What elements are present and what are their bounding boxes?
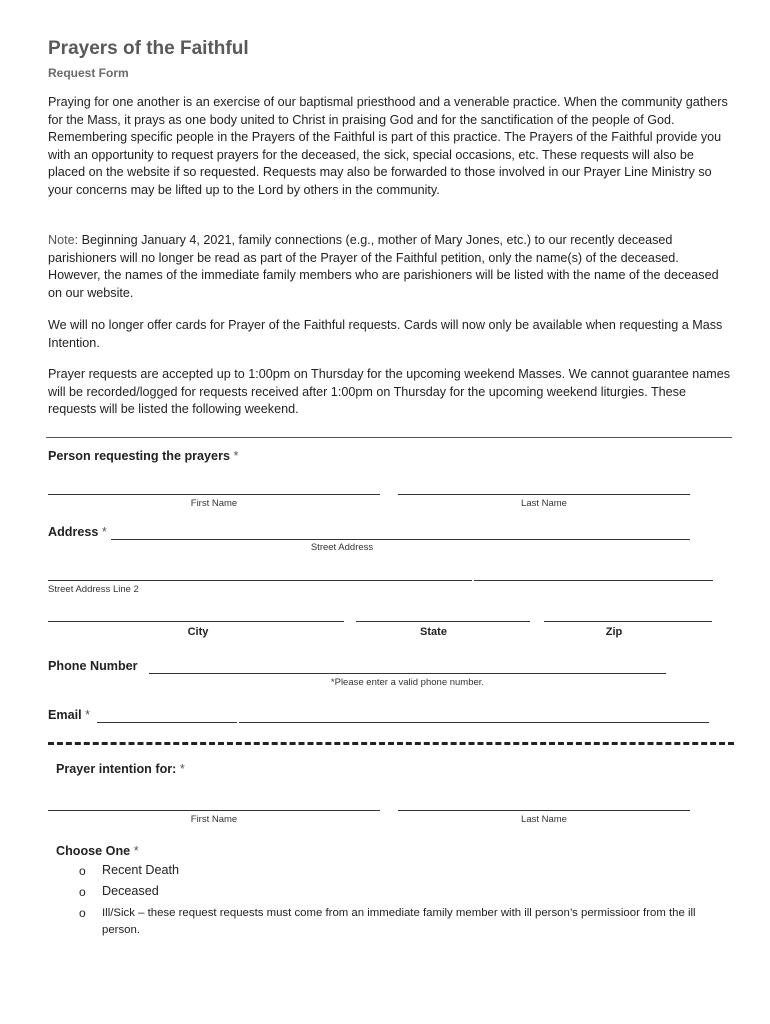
dashed-separator — [48, 742, 734, 745]
city-input[interactable] — [48, 621, 344, 622]
email-input[interactable] — [239, 722, 709, 723]
requester-first-name-caption: First Name — [190, 498, 238, 509]
email-label-text: Email — [48, 708, 82, 722]
option-ill-sick[interactable]: Ill/Sick – these request requests must come from an immediate family member with ill person’s permissioor from the ill person. — [102, 907, 696, 936]
email-input-part1[interactable] — [97, 722, 237, 723]
intention-last-name-input[interactable] — [398, 810, 690, 811]
note-text: Beginning January 4, 2021, family connections (e.g., mother of Mary Jones, etc.) to our recently deceased parishioners will no longer be read as part of the Prayer of the Faithful petition, only the name(s) of the deceased. However, the names of the immediate family members who are parishioners will be listed with the name of the deceased on our website. — [48, 233, 719, 300]
choose-one-label — [56, 844, 139, 858]
street-address-line2-input[interactable] — [48, 580, 472, 581]
page-title: Prayers of the Faithful — [48, 38, 249, 59]
street-address-caption: Street Address — [310, 542, 374, 553]
address-label — [48, 525, 107, 539]
state-input[interactable] — [356, 621, 530, 622]
note-label: Note: — [48, 233, 79, 247]
address-label-text: Address — [48, 525, 99, 539]
page-subtitle: Request Form — [48, 66, 129, 80]
choose-one-label-text: Choose One — [56, 844, 131, 858]
requester-label-text: Person requesting the prayers — [48, 449, 230, 463]
required-marker: * — [233, 449, 239, 463]
requester-last-name-caption: Last Name — [521, 498, 567, 509]
intention-label-text: Prayer intention for: — [56, 762, 177, 776]
city-caption: City — [187, 626, 209, 638]
phone-input[interactable] — [149, 673, 666, 674]
requester-label — [48, 449, 238, 463]
phone-hint: *Please enter a valid phone number. — [330, 677, 485, 688]
required-marker: * — [133, 844, 139, 858]
intention-label — [56, 762, 185, 776]
intention-first-name-caption: First Name — [190, 814, 238, 825]
zip-caption: Zip — [605, 626, 623, 638]
phone-label: Phone Number — [48, 659, 138, 673]
street-address-line2-extra[interactable] — [474, 580, 713, 581]
state-caption: State — [420, 626, 447, 638]
required-marker: * — [101, 525, 107, 539]
intro-paragraph-3: We will no longer offer cards for Prayer of the Faithful requests. Cards will now only be available when requesting a Mass Intention. — [48, 318, 723, 350]
section-divider — [46, 437, 732, 438]
intention-last-name-caption: Last Name — [521, 814, 567, 825]
intention-first-name-input[interactable] — [48, 810, 380, 811]
zip-input[interactable] — [544, 621, 712, 622]
street-address-line2-caption: Street Address Line 2 — [48, 584, 139, 595]
radio-deceased[interactable]: o — [79, 885, 86, 899]
required-marker: * — [179, 762, 185, 776]
requester-last-name-input[interactable] — [398, 494, 690, 495]
street-address-input[interactable] — [111, 539, 690, 540]
intro-paragraph-2 — [48, 232, 732, 302]
requester-first-name-input[interactable] — [48, 494, 380, 495]
option-recent-death[interactable]: Recent Death — [102, 863, 180, 877]
radio-recent-death[interactable]: o — [79, 864, 86, 878]
email-label — [48, 708, 90, 722]
intro-paragraph-1: Praying for one another is an exercise of our baptismal priesthood and a venerable practice. When the community gathers for the Mass, it prays as one body united to Christ in praising God and for the sanctification of the people of God. Remembering specific people in the Prayers of the Faithful is part of this practice. The Prayers of the Faithful provide you with an opportunity to request prayers for the deceased, the sick, special occasions, etc. These requests will also be placed on the website if so requested. Requests may also be forwarded to those involved in our Prayer Line Ministry so your concerns may be lifted up to the Lord by others in the community. — [48, 95, 728, 197]
radio-ill-sick[interactable]: o — [79, 906, 86, 920]
option-deceased[interactable]: Deceased — [102, 884, 159, 898]
required-marker: * — [85, 708, 91, 722]
intro-paragraph-4: Prayer requests are accepted up to 1:00pm on Thursday for the upcoming weekend Masses. We cannot guarantee names will be recorded/logged for requests received after 1:00pm on Thursday for the upcoming weekend liturgies. These requests will be listed the following weekend. — [48, 367, 731, 417]
